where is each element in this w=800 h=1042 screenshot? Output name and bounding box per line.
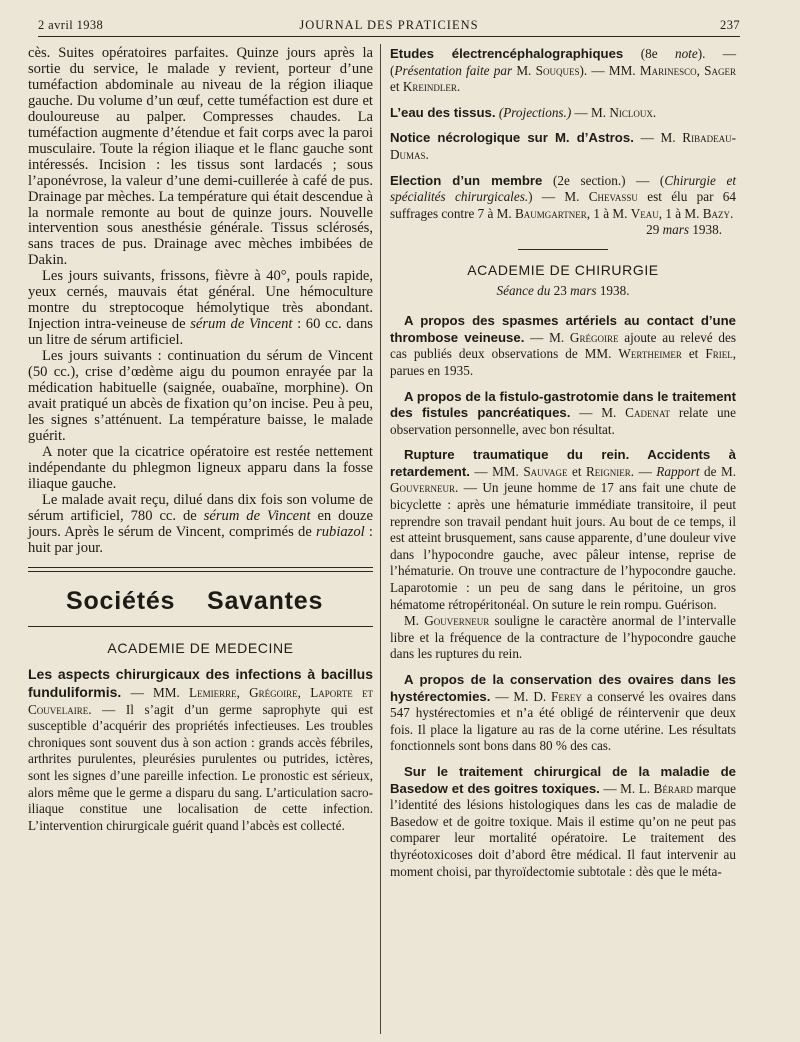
article-bacillus-funduliformis: Les aspects chirurgicaux des infections à bacillus funduliformis. — MM. Lemierre, Grégoire, Laporte et Couvelaire. — Il s’agit d’un germe saprophyte qui est susceptible d’acquérir des propriétés infectieuses. Les troubles chroniques sont souvent dus à son action : grands accès fébriles, arthrites purulentes, pleurésies purulentes ou putrides, ictères, sont les signes d’une pareille infection. Le pronostic est sérieux, alors même que le germe a disparu du sang. L’articulation sacro-iliaque constitue une localisation de cette infection. L’intervention chirurgicale guérit quand l’abcès est collecté. [28, 666, 374, 833]
case-paragraph-4: A noter que la cicatrice opératoire est restée nettement indépendante du phlegmon ligneux apparu dans la fosse iliaque gauche. [28, 443, 373, 492]
seance-date: Séance du 23 mars 1938. [496, 282, 630, 298]
article-maladie-basedow: Sur le traitement chirurgical de la maladie de Basedow et des goitres toxiques. — M. L. Bérard marque l’identité des lésions histologiques dans les cas de maladie de Basedow et de goitre toxique. Mais il estime qu’on ne peut pas comparer leur mortalité opératoire. Le traitement des thyréotoxicoses doit d’abord être médical. Il faut intervenir au moment choisi, par thyroïdectomie subtotale : dès que le méta- [390, 763, 737, 879]
entry-eau-des-tissus: L’eau des tissus. (Projections.) — M. Nicloux. [390, 104, 657, 120]
separator-rule [518, 249, 608, 250]
entry-notice-necrologique: Notice nécrologique sur M. d’Astros. — M. Ribadeau-Dumas. [390, 130, 736, 162]
column-divider [380, 44, 381, 1034]
session-date: 29 mars 1938. [646, 222, 722, 238]
academie-medecine-heading: ACADEMIE DE MEDECINE [107, 639, 294, 656]
header-page-number: 237 [720, 18, 740, 32]
article-rupture-rein: Rupture traumatique du rein. Accidents à retardement. — MM. Sauvage et Reignier. — Rapport de M. Gouverneur. — Un jeune homme de 17 ans fait une chute de bicyclette : après une hématurie immédiate transitoire, il peut reprendre son travail pendant huit jours. Au bout de ce temps, il est atteint brusquement, sans cause apparente, d’une douleur vive dans l’hypocondre gauche, avec pâleur intense, reprise de l’hématurie. On trouve une contracture de l’hypocondre gauche. Laparotomie : un peu de sang dans le péritoine, un gros hématome rétropéritonéal. On suture le rein rompu. Guérison. [390, 447, 736, 612]
section-rule-top [28, 567, 373, 572]
article-rupture-rein-comment: M. Gouverneur souligne le caractère anormal de l’intervalle libre et la fréquence de la contracture de l’hypocondre gauche dans les ruptures du rein. [390, 613, 736, 662]
right-column [390, 46, 736, 880]
article-fistulo-gastrotomie: A propos de la fistulo-gastrotomie dans le traitement des fistules pancréatiques. — M. Cadenat relate une observation personnelle, avec bon résultat. [390, 388, 736, 437]
academie-chirurgie-heading: ACADEMIE DE CHIRURGIE [467, 261, 659, 278]
header-date: 2 avril 1938 [38, 18, 104, 32]
entry-electrencephalographiques: Etudes électrencéphalographiques (8e note). — (Présentation faite par M. Souques). — MM. Marinesco, Sager et Kreindler. [390, 46, 737, 95]
article-spasmes-arteriels: A propos des spasmes artériels au contact d’une thrombose veineuse. — M. Grégoire ajoute au relevé des cas publiés deux observations de MM. Wertheimer et Friel, parues en 1935. [390, 313, 736, 378]
section-rule-bottom [28, 626, 373, 627]
header-journal-title: JOURNAL DES PRATICIENS [299, 18, 479, 32]
left-column [28, 46, 373, 834]
case-paragraph-3: Les jours suivants : continuation du sérum de Vincent (50 cc.), crise d’œdème aigu du poumon enrayée par la médication habituelle (saignée, ouabaïne, morphine). On avait pratiqué un abcès de fixation qu’on incise. Peu à peu, les signes s’atténuent. La température baisse, le malade guérit. [28, 348, 373, 444]
case-paragraph-5: Le malade avait reçu, dilué dans dix fois son volume de sérum artificiel, 780 cc. de sérum de Vincent en douze jours. Après le sérum de Vincent, comprimés de rubiazol : huit par jour. [28, 491, 374, 556]
case-paragraph-2: Les jours suivants, frissons, fièvre à 40°, pouls rapide, yeux cernés, mauvais état général. Une hémoculture montre du streptocoque hémolytique très abondant. Injection intra-veineuse de sérum de Vincent : 60 cc. dans un litre de sérum artificiel. [28, 268, 373, 349]
running-header [38, 14, 740, 36]
case-paragraph-1: cès. Suites opératoires parfaites. Quinze jours après la sortie du service, le malade y revient, porteur d’une tuméfaction abdominale au niveau de la région iliaque gauche. Du volume d’un œuf, cette tuméfaction est dure et douloureuse au palper. Compresses chaudes. La tuméfaction augmente d’étendue et fait corps avec la paroi musculaire. Toute la région iliaque et le flanc gauche sont intéressés. Incision : les tissus sont lardacés ; sous l’aponévrose, la valeur d’une demi-cuillerée à café de pus. Drainage par mèches. La température qui était descendue à la normale remonte au bout de quinze jours. Nouvelle intervention sous anesthésie générale. Tissus sclérosés, sans traces de pus. Drainage avec mèches imbibées de Dakin. [28, 45, 373, 269]
header-rule [38, 36, 740, 37]
article-conservation-ovaires: A propos de la conservation des ovaires dans les hystérectomies. — M. D. Ferey a conservé les ovaires dans 547 hystérectomies et n’a été obligé de réintervenir que deux fois. Il place la ligature au ras de la corne utérine. Les résultats fonctionnels sont bons dans 80 % des cas. [390, 672, 736, 754]
section-heading-societes-savantes: Sociétés Savantes [66, 586, 324, 615]
entry-election-membre: Election d’un membre (2e section.) — (Chirurgie et spécialités chirurgicales.) — M. Chevassu est élu par 64 suffrages contre 7 à M. Baumgartner, 1 à M. Veau, 1 à M. Bazy. [390, 172, 736, 221]
